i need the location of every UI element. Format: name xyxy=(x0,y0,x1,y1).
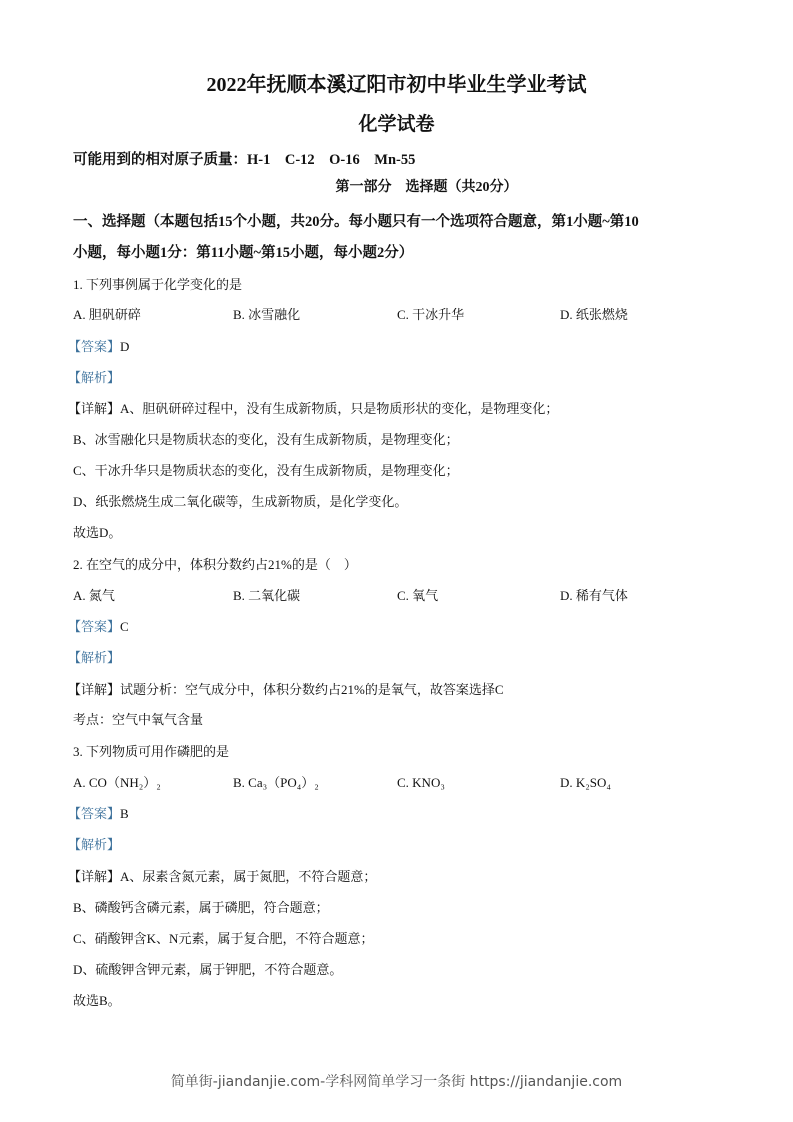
option: C. 干冰升华 xyxy=(397,307,465,322)
analysis-label: 【解析】 xyxy=(68,837,121,852)
question-stem: 3. 下列物质可用作磷肥的是 xyxy=(73,744,230,759)
question-stem: 2. 在空气的成分中，体积分数约占21%的是（ ） xyxy=(73,557,357,572)
detail-line: D、纸张燃烧生成二氧化碳等，生成新物质，是化学变化。 xyxy=(73,494,408,509)
detail-text: A、尿素含氮元素，属于氮肥，不符合题意； xyxy=(120,869,377,884)
detail-line: B、磷酸钙含磷元素，属于磷肥，符合题意； xyxy=(73,900,329,915)
section-instructions: 小题，每小题1分：第11小题~第15小题，每小题2分） xyxy=(73,245,414,261)
analysis-label: 【解析】 xyxy=(68,650,121,665)
detail-text: 试题分析：空气成分中，体积分数约占21%的是氧气，故答案选择C xyxy=(120,682,504,697)
option: A. CO（NH₂）₂ xyxy=(73,775,161,790)
detail-line: D、硫酸钾含钾元素，属于钾肥，不符合题意。 xyxy=(73,962,343,977)
analysis-label: 【解析】 xyxy=(68,370,121,385)
detail-line: B、冰雪融化只是物质状态的变化，没有生成新物质，是物理变化； xyxy=(73,432,459,447)
detail-label: 【详解】 xyxy=(68,682,121,697)
footer-watermark: 简单街-jiandanjie.com-学科网简单学习一条街 https://jiandanjie.com xyxy=(170,1074,623,1090)
detail-line: C、硝酸钾含K、N元素，属于复合肥，不符合题意； xyxy=(73,931,374,946)
option: A. 氮气 xyxy=(73,588,115,603)
option: D. 纸张燃烧 xyxy=(560,307,628,322)
document-subtitle: 化学试卷 xyxy=(358,114,435,135)
question-stem: 1. 下列事例属于化学变化的是 xyxy=(73,277,243,292)
answer-value: C xyxy=(120,619,129,634)
section-instructions: 一、选择题（本题包括15个小题，共20分。每小题只有一个选项符合题意，第1小题~第10 xyxy=(73,214,639,230)
option: B. Ca₃（PO₄）₂ xyxy=(233,775,319,790)
answer-line xyxy=(68,805,129,823)
option: D. 稀有气体 xyxy=(560,588,628,603)
detail-label: 【详解】 xyxy=(68,401,121,416)
detail-line: 考点：空气中氧气含量 xyxy=(73,712,204,727)
answer-value: D xyxy=(120,339,130,354)
option: B. 二氧化碳 xyxy=(233,588,301,603)
detail-line xyxy=(68,400,558,418)
option: C. KNO₃ xyxy=(397,775,445,790)
detail-text: A、胆矾研碎过程中，没有生成新物质，只是物质形状的变化，是物理变化； xyxy=(120,401,559,416)
option: D. K₂SO₄ xyxy=(560,775,611,790)
detail-label: 【详解】 xyxy=(68,869,121,884)
answer-label: 【答案】 xyxy=(68,339,121,354)
option: C. 氧气 xyxy=(397,588,439,603)
document-title: 2022年抚顺本溪辽阳市初中毕业生学业考试 xyxy=(206,74,587,96)
answer-value: B xyxy=(120,806,129,821)
answer-label: 【答案】 xyxy=(68,619,121,634)
answer-line xyxy=(68,618,129,636)
detail-line: 故选B。 xyxy=(73,993,121,1008)
part-title: 第一部分 选择题（共20分） xyxy=(335,180,518,195)
detail-line xyxy=(68,868,376,886)
detail-line: C、干冰升华只是物质状态的变化，没有生成新物质，是物理变化； xyxy=(73,463,459,478)
option: B. 冰雪融化 xyxy=(233,307,301,322)
detail-line: 故选D。 xyxy=(73,525,122,540)
option: A. 胆矾研碎 xyxy=(73,307,141,322)
answer-line xyxy=(68,338,129,356)
atomic-masses: 可能用到的相对原子质量：H-1 C-12 O-16 Mn-55 xyxy=(73,152,416,168)
detail-line xyxy=(68,681,504,699)
answer-label: 【答案】 xyxy=(68,806,121,821)
